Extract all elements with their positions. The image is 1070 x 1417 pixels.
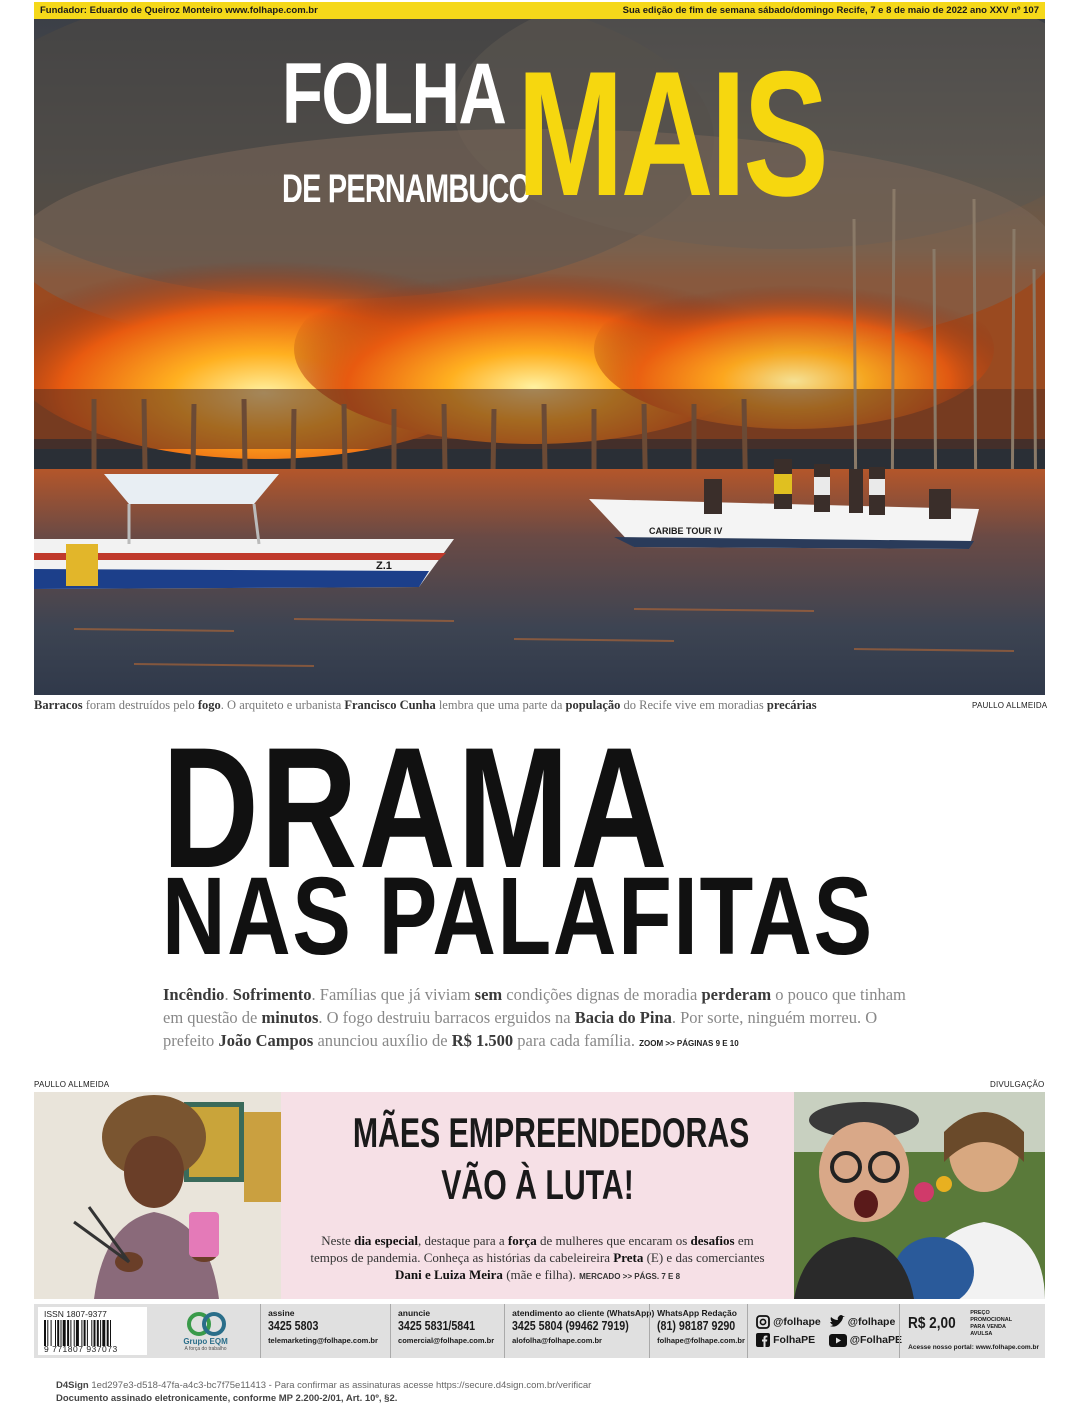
feature-segment: (E) e das comerciantes (643, 1250, 765, 1265)
feature-segment: Neste (321, 1233, 355, 1248)
caption-segment: do Recife vive em moradias (620, 698, 767, 712)
barcode-bar (74, 1320, 75, 1346)
contact-whatsapp-support (504, 1304, 655, 1358)
barcode-bar (67, 1320, 69, 1346)
photo-mother-daughter (794, 1092, 1045, 1299)
signature-hash: 1ed297e3-d518-47fa-a4c3-bc7f75e11413 - Para confirmar as assinaturas acesse https://secure.d4sign.com.br/verificar (88, 1380, 592, 1391)
social-youtube[interactable] (829, 1333, 902, 1347)
lead-segment: Bacia do Pina (574, 1008, 672, 1027)
barcode-bar (61, 1320, 62, 1346)
digital-signature (56, 1379, 591, 1405)
lead-segment: minutos (261, 1008, 319, 1027)
contact-number: 3425 5831/5841 (398, 1318, 476, 1333)
feature-page-ref: MERCADO >> PÁGS. 7 E 8 (579, 1272, 681, 1281)
barcode-bar (102, 1320, 105, 1346)
barcode-bar (55, 1320, 56, 1346)
lead-segment: perderam (701, 985, 772, 1004)
barcode-bar (51, 1320, 52, 1346)
price-value: R$ 2,00 (908, 1315, 956, 1332)
barcode-bar (44, 1320, 46, 1346)
feature-title-2: VÃO À LUTA! (441, 1161, 634, 1208)
social-instagram[interactable] (756, 1315, 821, 1329)
feature-segment: de mulheres que encaram os (536, 1233, 691, 1248)
feature-segment: Preta (613, 1250, 644, 1265)
youtube-handle: @FolhaPE (849, 1334, 902, 1346)
logo-tagline: A força do trabalho (184, 1345, 227, 1352)
hero-photo (34, 19, 1045, 695)
barcode-bar (107, 1320, 109, 1346)
barcode-bar (76, 1320, 79, 1346)
photo-credit-hero: PAULLO ALLMEIDA (972, 701, 1048, 710)
contact-label: assine (268, 1308, 295, 1318)
lead-segment: o pouco que tinham em questão de (163, 985, 906, 1027)
barcode-bar (70, 1320, 71, 1346)
contact-number: 3425 5803 (268, 1318, 319, 1333)
photo-credit-right: DIVULGAÇÃO (990, 1080, 1045, 1089)
feature-segment: desafios (690, 1233, 735, 1248)
signature-label: D4Sign (56, 1380, 89, 1391)
contact-number: 3425 5804 (99462 7919) (512, 1318, 629, 1333)
feature-segment: dia especial (354, 1233, 419, 1248)
contact-email: comercial@folhape.com.br (398, 1336, 495, 1345)
top-info-bar (34, 2, 1045, 19)
lead-segment: Incêndio (163, 985, 225, 1004)
issn: ISSN 1807-9377 (44, 1309, 107, 1319)
instagram-icon (756, 1315, 770, 1329)
lead-segment: . O fogo destruiu barracos erguidos na (318, 1008, 575, 1027)
masthead-subtitle: DE PERNAMBUCO (282, 167, 531, 211)
barcode-bar (94, 1320, 96, 1346)
youtube-icon (829, 1334, 847, 1347)
price-block (899, 1304, 1045, 1358)
barcode-bar (47, 1320, 48, 1346)
instagram-handle: @folhape (773, 1316, 821, 1328)
founder-line: Fundador: Eduardo de Queiroz Monteiro www.folhape.com.br (40, 5, 318, 16)
boat-left-label: Z.1 (376, 560, 392, 572)
lead-segment: Sofrimento (232, 985, 312, 1004)
barcode-block (38, 1307, 147, 1355)
barcode-bar (63, 1320, 66, 1346)
masthead-mais: MAIS (517, 34, 826, 233)
lead-segment: anunciou auxílio de (313, 1031, 452, 1050)
barcode-bar (100, 1320, 101, 1346)
publisher-logo (151, 1304, 260, 1358)
barcode-bar (110, 1320, 111, 1346)
twitter-handle: @folhape (847, 1316, 896, 1328)
lead-segment: . Famílias que já viviam (311, 985, 475, 1004)
edition-line: Sua edição de fim de semana sábado/domingo Recife, 7 e 8 de maio de 2022 ano XXV nº 107 (622, 5, 1039, 16)
boat-right-label: CARIBE TOUR IV (649, 526, 723, 536)
barcode-bar (97, 1320, 99, 1346)
social-links (747, 1304, 902, 1358)
contact-email: alofolha@folhape.com.br (512, 1336, 602, 1345)
social-twitter[interactable] (829, 1315, 902, 1329)
portal-link[interactable]: Acesse nosso portal: www.folhape.com.br (908, 1344, 1040, 1351)
feature-segment: Dani e Luiza Meira (394, 1267, 503, 1282)
footer-bar (34, 1304, 1045, 1358)
caption-segment: lembra que uma parte da (435, 698, 566, 712)
contact-subscribe (260, 1304, 390, 1358)
barcode-bar (84, 1320, 86, 1346)
feature-text (310, 1233, 764, 1282)
facebook-handle: FolhaPE (773, 1334, 816, 1346)
social-facebook[interactable] (756, 1333, 821, 1347)
eqm-logo-icon (186, 1311, 226, 1337)
feature-segment: (mãe e filha). (502, 1267, 580, 1282)
caption-segment: população (565, 698, 621, 712)
feature-segment: em tempos de pandemia. Conheça as histórias da cabeleireira (310, 1233, 754, 1265)
caption-segment: foram destruídos pelo (82, 698, 198, 712)
barcode-bar (87, 1320, 88, 1346)
contact-label: atendimento ao cliente (WhatsApp) (512, 1308, 655, 1318)
caption-segment: fogo (197, 698, 221, 712)
contact-number: (81) 98187 9290 (657, 1318, 736, 1333)
feature-segment: , destaque para a (418, 1233, 508, 1248)
barcode-bar (57, 1320, 59, 1346)
barcode-icon (44, 1320, 140, 1346)
price-note: PREÇO PROMOCIONAL PARA VENDA AVULSA (970, 1310, 1012, 1337)
signature-legal: Documento assinado eletronicamente, conforme MP 2.200-2/01, Art. 10º, §2. (56, 1393, 398, 1404)
twitter-icon (829, 1315, 845, 1329)
contact-email: folhape@folhape.com.br (657, 1336, 745, 1345)
photo-credit-left: PAULLO ALLMEIDA (34, 1080, 110, 1089)
lead-segment: . Por sorte, ninguém morreu. O prefeito (163, 1008, 878, 1050)
headline-line-1: DRAMA (162, 712, 670, 904)
feature-box (281, 1092, 794, 1299)
barcode-bar (91, 1320, 92, 1346)
masthead-folha: FOLHA (282, 46, 506, 142)
lead-segment: condições dignas de moradia (502, 985, 702, 1004)
contact-advertise (390, 1304, 504, 1358)
lead-segment: . (224, 985, 233, 1004)
barcode-number: 9 771807 937073 (44, 1344, 118, 1354)
facebook-icon (756, 1333, 770, 1347)
photo-hairdresser (34, 1092, 281, 1299)
lead-segment: para cada família. (513, 1031, 640, 1050)
feature-segment: força (507, 1233, 537, 1248)
logo-name: Grupo EQM (183, 1336, 228, 1346)
headline-line-2: NAS PALAFITAS (162, 855, 874, 978)
caption-segment: precárias (766, 698, 817, 712)
lead-text (163, 985, 906, 1050)
caption-segment: Francisco Cunha (344, 698, 436, 712)
caption-segment: . O arquiteto e urbanista (220, 698, 345, 712)
lead-segment: R$ 1.500 (451, 1031, 514, 1050)
contact-label: WhatsApp Redação (657, 1308, 737, 1318)
feature-body (301, 1232, 774, 1285)
contact-whatsapp-newsroom (649, 1304, 747, 1358)
lead-segment: sem (474, 985, 503, 1004)
lead-paragraph (163, 983, 923, 1055)
barcode-bar (81, 1320, 82, 1346)
lead-page-ref: ZOOM >> PÁGINAS 9 E 10 (639, 1039, 739, 1048)
contact-email: telemarketing@folhape.com.br (268, 1336, 378, 1345)
contact-label: anuncie (398, 1308, 431, 1318)
lead-segment: João Campos (218, 1031, 314, 1050)
caption-segment: Barracos (34, 698, 83, 712)
feature-title-1: MÃES EMPREENDEDORAS (352, 1109, 750, 1156)
